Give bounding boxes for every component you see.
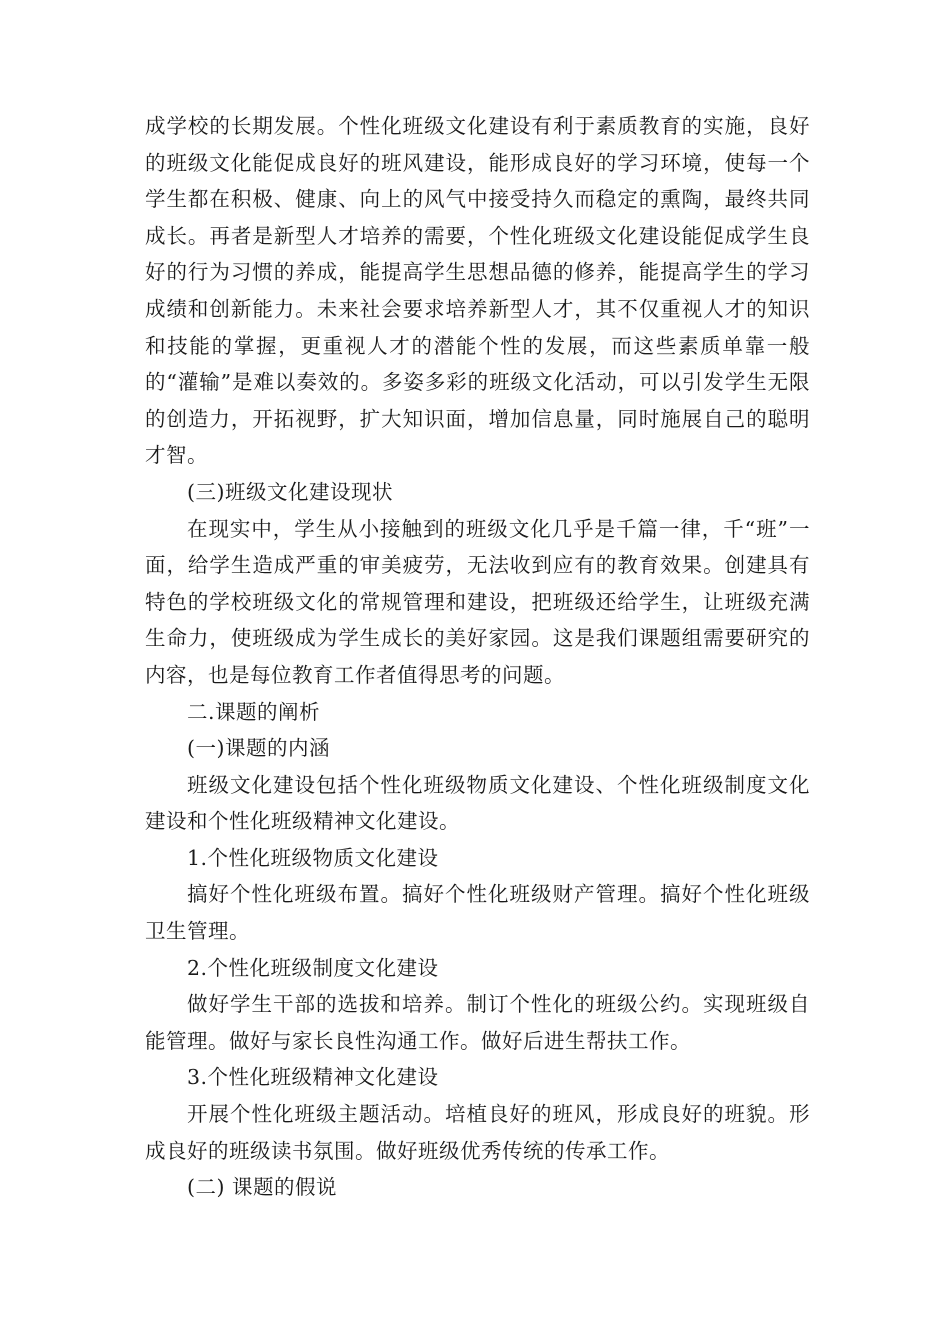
- subheading-system-culture: 2.个性化班级制度文化建设: [187, 955, 439, 980]
- section-heading-status: (三)班级文化建设现状: [187, 479, 393, 504]
- body-paragraph: 做好学生干部的选拔和培养。制订个性化的班级公约。实现班级自能管理。做好与家长良性沟通工作。做好后进生帮扶工作。: [145, 992, 810, 1053]
- body-paragraph: 成学校的长期发展。个性化班级文化建设有利于素质教育的实施，良好的班级文化能促成良好的班风建设，能形成良好的学习环境，使每一个学生都在积极、健康、向上的风气中接受持久而稳定的熏陶，最终共同成长。再者是新型人才培养的需要，个性化班级文化建设能促成学生良好的行为习惯的养成，能提高学生思想品德的修养，能提高学生的学习成绩和创新能力。未来社会要求培养新型人才，其不仅重视人才的知识和技能的掌握，更重视人才的潜能个性的发展，而这些素质单靠一般的“灌输”是难以奏效的。多姿多彩的班级文化活动，可以引发学生无限的创造力，开拓视野，扩大知识面，增加信息量，同时施展自己的聪明才智。: [145, 114, 810, 468]
- section-heading-connotation: (一)课题的内涵: [187, 736, 330, 761]
- document-body: [145, 108, 810, 1206]
- body-paragraph: 在现实中，学生从小接触到的班级文化几乎是千篇一律，千“班”一面，给学生造成严重的审美疲劳，无法收到应有的教育效果。创建具有特色的学校班级文化的常规管理和建设，把班级还给学生，让班级充满生命力，使班级成为学生成长的美好家园。这是我们课题组需要研究的内容，也是每位教育工作者值得思考的问题。: [145, 516, 810, 687]
- subheading-material-culture: 1.个性化班级物质文化建设: [187, 845, 439, 870]
- subheading-spirit-culture: 3.个性化班级精神文化建设: [187, 1065, 439, 1090]
- section-heading-analysis: 二.课题的阐析: [187, 699, 321, 724]
- body-paragraph: 班级文化建设包括个性化班级物质文化建设、个性化班级制度文化建设和个性化班级精神文化建设。: [145, 772, 810, 834]
- body-paragraph: 搞好个性化班级布置。搞好个性化班级财产管理。搞好个性化班级卫生管理。: [145, 882, 810, 944]
- body-paragraph: 开展个性化班级主题活动。培植良好的班风，形成良好的班貌。形成良好的班级读书氛围。做好班级优秀传统的传承工作。: [145, 1102, 810, 1163]
- section-heading-hypothesis: (二) 课题的假说: [187, 1175, 338, 1200]
